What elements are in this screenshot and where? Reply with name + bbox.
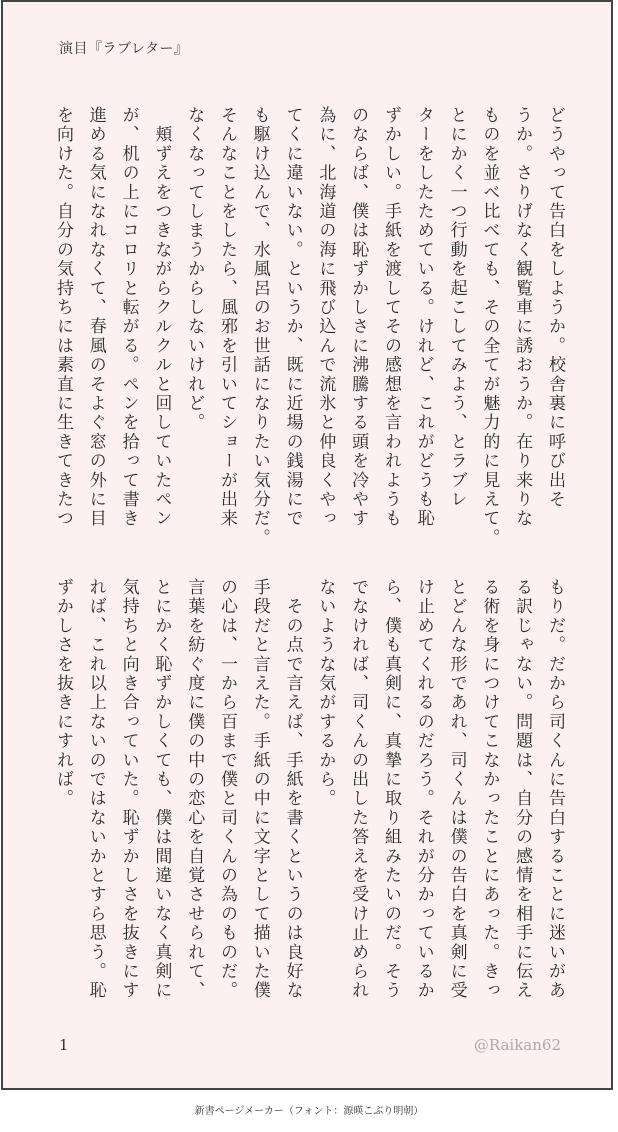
text-line: のならば、僕は恥ずかしさに沸騰する頭を冷やす bbox=[348, 106, 369, 529]
generator-footer: 新書ページメーカー（フォント：源暎こぶり明朝） bbox=[194, 1106, 424, 1117]
text-line: でなければ、司くんの出した答えを受け止められ bbox=[348, 578, 369, 1001]
text-line: 進める気になれなくて、春風のそよぐ窓の外に目 bbox=[85, 106, 106, 529]
text-line: ら、僕も真剣に、真摯に取り組みたいのだ。そう bbox=[380, 578, 401, 1001]
text-line: 頬ずえをつきながらクルクルと回していたペン bbox=[151, 106, 172, 529]
text-line: そんなことをしたら、風邪を引いてショーが出来 bbox=[216, 106, 237, 529]
text-line: てくに違いない。というか、既に近場の銭湯にで bbox=[282, 106, 303, 529]
text-line: うか。さりげなく観覧車に誘おうか。在り来りな bbox=[512, 106, 533, 529]
page-header-title: 演目『ラブレター』 bbox=[59, 41, 189, 57]
text-line: を向けた。自分の気持ちには素直に生きてきたつ bbox=[53, 106, 73, 529]
text-line: る術を身につけてこなかったことにあった。きっ bbox=[479, 578, 500, 1001]
text-line: け止めてくれるのだろう。それが分かっているか bbox=[413, 578, 434, 1001]
text-line: 手段だと言えた。手紙の中に文字として描いた僕 bbox=[249, 578, 270, 1001]
text-line: とどんな形であれ、司くんは僕の告白を真剣に受 bbox=[446, 578, 467, 1001]
text-line: どうやって告白をしようか。校舎裏に呼び出そ bbox=[544, 106, 565, 510]
text-line: 為に、北海道の海に飛び込んで流氷と仲良くやっ bbox=[315, 106, 336, 529]
text-line: の心は、一から百まで僕と司くんの為のものだ。 bbox=[216, 578, 237, 1001]
text-line: ものを並べ比べても、その全てが魅力的に見えて。 bbox=[479, 106, 500, 548]
text-line: ずかしい。手紙を渡してその感想を言われようも bbox=[380, 106, 401, 529]
text-line: が、机の上にコロリと転がる。ペンを拾って書き bbox=[118, 106, 139, 529]
page-number: 1 bbox=[59, 1036, 69, 1054]
text-line: も駆け込んで、水風呂のお世話になりたい気分だ。 bbox=[249, 106, 270, 548]
text-line: る訳じゃない。問題は、自分の感情を相手に伝え bbox=[512, 578, 533, 1001]
text-line: なくなってしまうからしないけれど。 bbox=[184, 106, 205, 433]
text-line: とにかく恥ずかしくても、僕は間違いなく真剣に bbox=[151, 578, 172, 1001]
text-block-bottom bbox=[51, 578, 567, 1008]
text-line: とにかく一つ行動を起こしてみよう、とラブレ bbox=[446, 106, 467, 510]
text-line: その点で言えば、手紙を書くというのは良好な bbox=[282, 578, 303, 1001]
text-line: ずかしさを抜きにすれば。 bbox=[53, 578, 73, 809]
text-line: もりだ。だから司くんに告白することに迷いがあ bbox=[544, 578, 565, 1001]
text-line: ないような気がするから。 bbox=[315, 578, 336, 809]
text-line: ターをしたためている。けれど、これがどうも恥 bbox=[413, 106, 434, 529]
text-block-top bbox=[51, 106, 567, 548]
text-line: 言葉を紡ぐ度に僕の中の恋心を自覚させられて、 bbox=[184, 578, 205, 1001]
author-credit: @Raikan62 bbox=[473, 1036, 561, 1054]
text-line: 気持ちと向き合っていた。恥ずかしさを抜きにす bbox=[118, 578, 139, 1001]
book-page bbox=[1, 0, 613, 1090]
text-line: れば、これ以上ないのではないかとすら思う。恥 bbox=[85, 578, 106, 1001]
